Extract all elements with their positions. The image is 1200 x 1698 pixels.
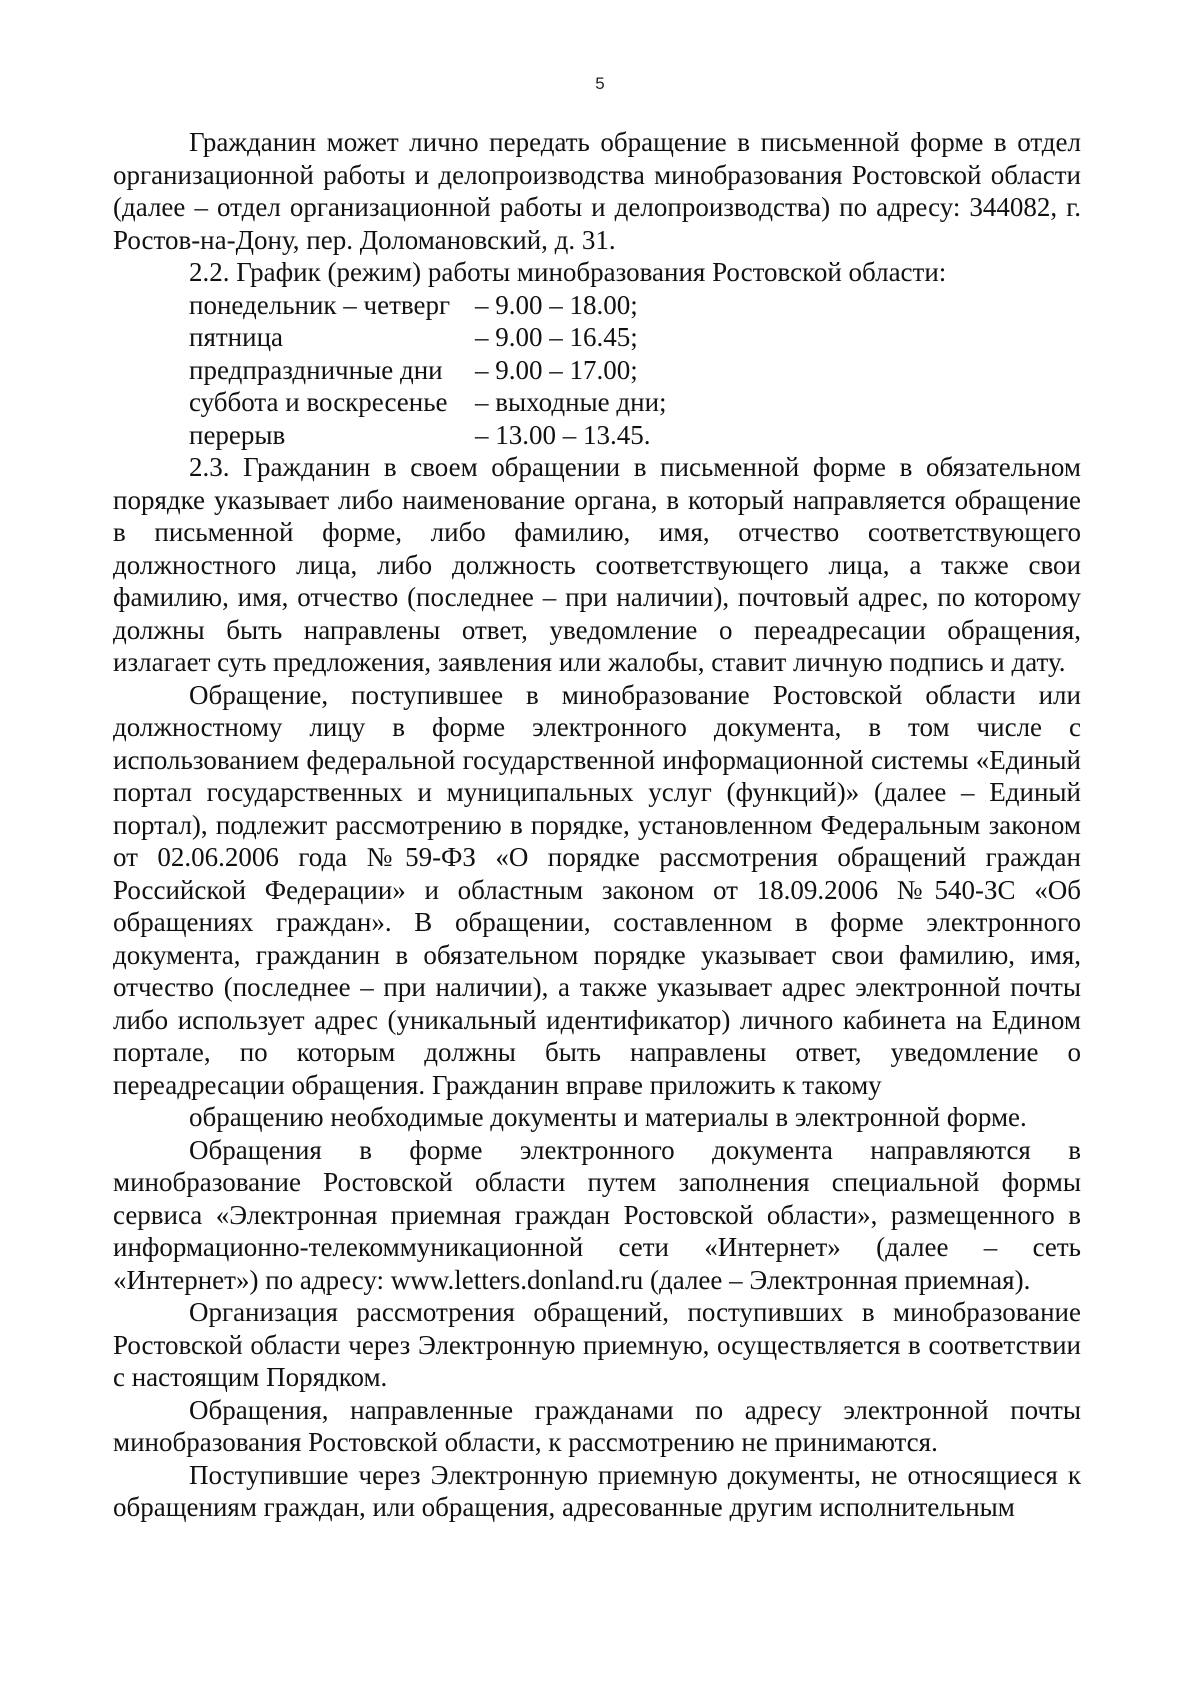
schedule-time: – 9.00 – 18.00;: [475, 289, 638, 320]
schedule-day: предпраздничные дни: [189, 354, 443, 385]
schedule-row: [189, 386, 667, 419]
schedule-row: [189, 354, 667, 387]
schedule-day: суббота и воскресенье: [189, 387, 448, 417]
paragraph-email-not-accepted: Обращения, направленные гражданами по адресу электронной почты минобразования Ростовской области, к рассмотрению не принимаются.: [113, 1394, 1081, 1457]
paragraph-review-organization: Организация рассмотрения обращений, поступивших в минобразование Ростовской области через Электронную приемную, осуществляется в соответствии с настоящим Порядком.: [113, 1297, 1081, 1392]
schedule-row: [189, 419, 667, 452]
paragraph-2-3-requirements: 2.3. Гражданин в своем обращении в письменной форме в обязательном порядке указывает либо наименование органа, в который направляется обращение в письменной форме, либо фамилию, имя, отчество соответствующего должностного лица, либо должность соответствующего лица, а также свои фамилию, имя, отчество (последнее – при наличии), почтовый адрес, по которому должны быть направлены ответ, уведомление о переадресации обращения, излагает суть предложения, заявления или жалобы, ставит личную подпись и дату.: [113, 452, 1081, 677]
paragraph-schedule-heading: 2.2. График (режим) работы минобразования Ростовской области:: [189, 257, 947, 287]
paragraph-attachments: обращению необходимые документы и материалы в электронной форме.: [189, 1102, 1027, 1132]
page-number: 5: [595, 74, 605, 93]
schedule-day: понедельник – четверг: [189, 289, 451, 320]
work-schedule-table: [189, 289, 667, 452]
schedule-time: – выходные дни;: [475, 387, 667, 417]
paragraph-personal-submission: Гражданин может лично передать обращение в письменной форме в отдел организационной работы и делопроизводства минобразования Ростовской области (далее – отдел организационной работы и делопроизводства) по адресу: 344082, г. Ростов-на-Дону, пер. Доломановский, д. 31.: [113, 127, 1081, 255]
schedule-row: [189, 321, 667, 354]
schedule-time: – 9.00 – 17.00;: [475, 354, 638, 385]
paragraph-electronic-reception: Обращения в форме электронного документа направляются в минобразование Ростовской области путем заполнения специальной формы сервиса «Электронная приемная граждан Ростовской области», размещенного в информационно-телекоммуникационной сети «Интернет» (далее – сеть «Интернет») по адресу: www.letters.donland.ru (далее – Электронная приемная).: [113, 1134, 1081, 1295]
schedule-day: пятница: [189, 322, 283, 352]
schedule-day: перерыв: [189, 419, 286, 450]
schedule-time: – 13.00 – 13.45.: [475, 419, 651, 450]
schedule-time: – 9.00 – 16.45;: [475, 322, 638, 352]
schedule-row: [189, 289, 667, 322]
paragraph-non-appeal-documents: Поступившие через Электронную приемную документы, не относящиеся к обращениям граждан, или обращения, адресованные другим исполнительным: [113, 1459, 1081, 1522]
paragraph-electronic-document: Обращение, поступившее в минобразование Ростовской области или должностному лицу в форме электронного документа, в том числе с использованием федеральной государственной информационной системы «Единый портал государственных и муниципальных услуг (функций)» (далее – Единый портал), подлежит рассмотрению в порядке, установленном Федеральным законом от 02.06.2006 года №59-ФЗ «О порядке рассмотрения обращений граждан Российской Федерации» и областным законом от 18.09.2006 №540-ЗС «Об обращениях граждан». В обращении, составленном в форме электронного документа, гражданин в обязательном порядке указывает свои фамилию, имя, отчество (последнее – при наличии), а также указывает адрес электронной почты либо использует адрес (уникальный идентификатор) личного кабинета на Едином портале, по которым должны быть направлены ответ, уведомление о переадресации обращения. Гражданин вправе приложить к такому: [113, 679, 1081, 1100]
document-body: [113, 126, 1081, 1524]
